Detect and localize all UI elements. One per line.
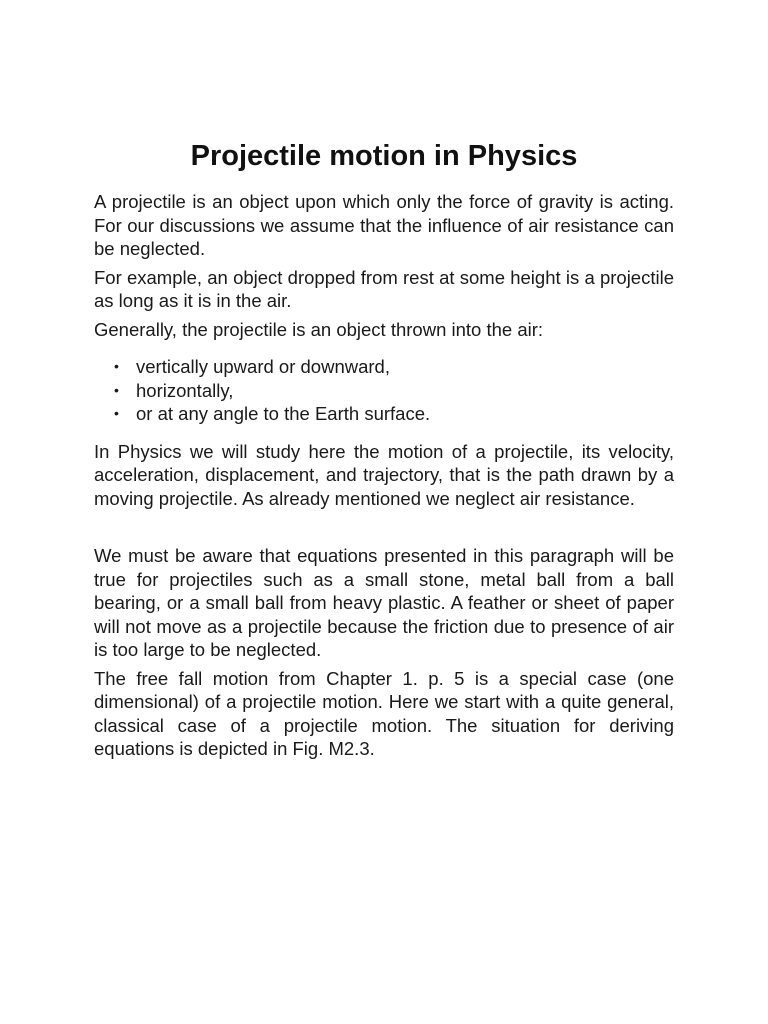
list-item — [94, 379, 674, 403]
paragraph-generally: Generally, the projectile is an object thrown into the air: — [94, 318, 544, 340]
paragraph-free-fall: The free fall motion from Chapter 1. p. 5 is a special case (one dimensional) of a projectile motion. Here we start with a quite general, classical case of a projectile motion. The situation for deriving equations is depicted in Fig. M2.3. — [94, 667, 674, 759]
list-item — [94, 402, 674, 426]
bullet-list — [94, 355, 674, 426]
paragraph-example: For example, an object dropped from rest at some height is a projectile as long as it is in the air. — [94, 266, 674, 311]
list-item-text: horizontally, — [136, 379, 234, 401]
list-item-text: or at any angle to the Earth surface. — [136, 403, 431, 424]
paragraph-validity: We must be aware that equations presented in this paragraph will be true for projectiles such as a small stone, metal ball from a ball bearing, or a small ball from heavy plastic. A feather or sheet of paper will not move as a projectile because the friction due to presence of air is too large to be neglected. — [94, 545, 674, 660]
page-title: Projectile motion in Physics — [190, 140, 578, 172]
paragraph-study-scope: In Physics we will study here the motion of a projectile, its velocity, acceleration, displacement, and trajectory, that is the path drawn by a moving projectile. As already mentioned we neglect air resistance. — [94, 440, 674, 509]
bullet-icon: • — [114, 358, 119, 374]
bullet-icon: • — [114, 381, 119, 398]
paragraph-definition: A projectile is an object upon which only the force of gravity is acting. For our discussions we assume that the influence of air resistance can be neglected. — [94, 191, 674, 259]
list-item — [94, 355, 674, 379]
bullet-icon: • — [114, 405, 119, 421]
document-page — [94, 138, 674, 766]
list-item-text: vertically upward or downward, — [136, 356, 390, 377]
